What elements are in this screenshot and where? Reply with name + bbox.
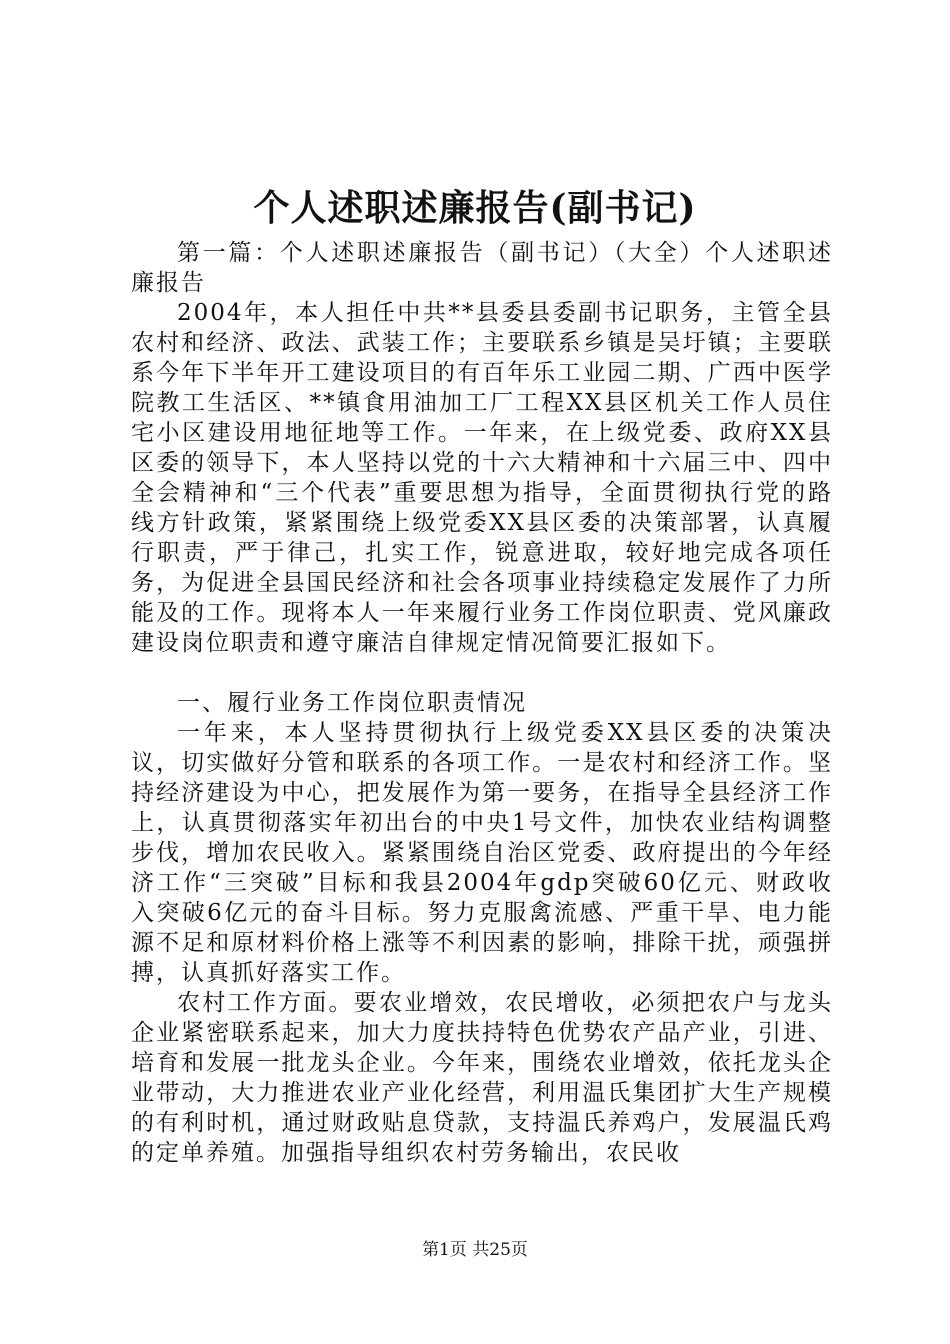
- page-number: 第1页 共25页: [422, 1240, 528, 1260]
- document-title: 个人述职述廉报告(副书记): [253, 187, 697, 229]
- paragraph-overview: 2004年，本人担任中共**县委县委副书记职务，主管全县农村和经济、政法、武装工作；主要联系乡镇是吴圩镇；主要联系今年下半年开工建设项目的有百年乐工业园二期、广西中医学院教工生活区、**镇食用油加工厂工程XX县区机关工作人员住宅小区建设用地征地等工作。一年来，在上级党委、政府XX县区委的领导下，本人坚持以党的十六大精神和十六届三中、四中全会精神和“三个代表”重要思想为指导，全面贯彻执行党的路线方针政策，紧紧围绕上级党委XX县区委的决策部署，认真履行职责，严于律己，扎实工作，锐意进取，较好地完成各项任务，为促进全县国民经济和社会各项事业持续稳定发展作了力所能及的工作。现将本人一年来履行业务工作岗位职责、党风廉政建设岗位职责和遵守廉洁自律规定情况简要汇报如下。: [131, 300, 833, 656]
- section-heading: 一、履行业务工作岗位职责情况: [177, 690, 527, 716]
- paragraph-duties: 一年来，本人坚持贯彻执行上级党委XX县区委的决策决议，切实做好分管和联系的各项工作。一是农村和经济工作。坚持经济建设为中心，把发展作为第一要务，在指导全县经济工作上，认真贯彻落实年初出台的中央1号文件，加快农业结构调整步伐，增加农民收入。紧紧围绕自治区党委、政府提出的今年经济工作“三突破”目标和我县2004年gdp突破60亿元、财政收入突破6亿元的奋斗目标。努力克服禽流感、严重干旱、电力能源不足和原材料价格上涨等不利因素的影响，排除干扰，顽强拼搏，认真抓好落实工作。: [131, 720, 833, 986]
- document-body: [131, 238, 833, 1168]
- paragraph-intro: 第一篇：个人述职述廉报告（副书记）（大全）个人述职述廉报告: [131, 240, 833, 296]
- paragraph-rural-work: 农村工作方面。要农业增效，农民增收，必须把农户与龙头企业紧密联系起来，加大力度扶持特色优势农产品产业，引进、培育和发展一批龙头企业。今年来，围绕农业增效，依托龙头企业带动，大力推进农业产业化经营，利用温氏集团扩大生产规模的有利时机，通过财政贴息贷款，支持温氏养鸡户，发展温氏鸡的定单养殖。加强指导组织农村劳务输出，农民收: [131, 990, 833, 1166]
